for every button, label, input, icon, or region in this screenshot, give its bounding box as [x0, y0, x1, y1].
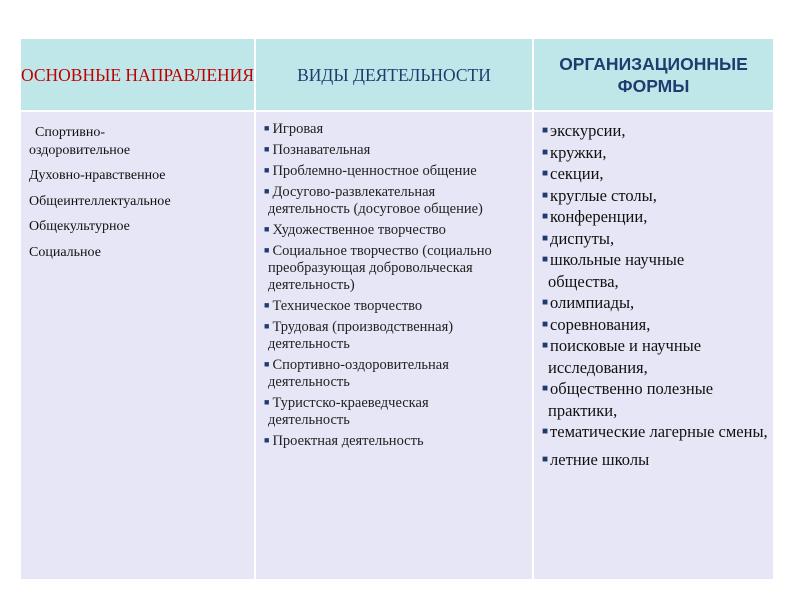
header-directions-label: ОСНОВНЫЕ НАПРАВЛЕНИЯ [21, 64, 254, 85]
direction-item: Спортивно-оздоровительное [29, 125, 131, 158]
directions-cell [21, 110, 254, 579]
bullet-icon: ■ [542, 189, 549, 201]
forms-cell [532, 110, 773, 579]
direction-item: Духовно-нравственное [29, 168, 166, 183]
bullet-icon: ■ [264, 224, 270, 234]
bullet-icon: ■ [542, 340, 549, 351]
form-item: ■ диспуты, [542, 228, 615, 248]
activity-item: ■ Проектная деятельность [264, 433, 424, 449]
bullet-icon: ■ [542, 453, 549, 465]
header-forms [532, 39, 773, 110]
bullet-icon: ■ [542, 426, 549, 437]
header-activities [254, 39, 532, 110]
form-item: ■ олимпиады, [542, 293, 635, 312]
bullet-icon: ■ [264, 435, 270, 445]
header-directions [21, 39, 254, 110]
form-item: ■ тематические лагерные смены, [542, 422, 768, 441]
bullet-icon: ■ [264, 186, 270, 196]
activity-item: ■ Трудовая (производственная) деятельность [264, 319, 454, 352]
form-item: ■ школьные научные общества, [542, 250, 685, 291]
form-item: ■ конференции, [542, 207, 648, 226]
form-item: ■ экскурсии, [542, 121, 626, 140]
bullet-icon: ■ [542, 232, 549, 244]
form-item: ■ секции, [542, 164, 604, 183]
activity-item: ■ Проблемно-ценностное общение [264, 163, 477, 179]
activity-item: ■ Техническое творчество [264, 298, 423, 314]
form-item: ■ поисковые и научные исследования, [542, 336, 702, 377]
form-item: ■ общественно полезные практики, [542, 379, 714, 420]
form-item: ■ летние школы [542, 449, 650, 469]
bullet-icon: ■ [264, 245, 270, 255]
activity-item: ■ Туристско-краеведческая деятельность [264, 395, 429, 428]
direction-item: Общеинтеллектуальное [29, 193, 171, 209]
header-separator [21, 110, 773, 112]
bullet-icon: ■ [264, 359, 270, 369]
activity-item: ■ Познавательная [264, 142, 371, 158]
bullet-icon: ■ [264, 144, 270, 154]
bullet-icon: ■ [542, 318, 549, 330]
activity-item: ■ Досугово-развлекательная деятельность (досуговое общение) [264, 184, 483, 217]
activity-item: ■ Спортивно-оздоровительная деятельность [264, 357, 449, 390]
form-item: ■ кружки, [542, 142, 607, 162]
bullet-icon: ■ [542, 125, 549, 136]
bullet-icon: ■ [264, 123, 270, 133]
direction-item: Общекультурное [29, 219, 130, 234]
bullet-icon: ■ [264, 300, 270, 310]
activity-item: ■ Игровая [264, 121, 324, 137]
bullet-icon: ■ [264, 321, 270, 331]
activities-cell [254, 110, 532, 579]
activity-item: ■ Социальное творчество (социально преобразующая добровольческая деятельность) [264, 243, 492, 293]
activities-table [21, 39, 773, 579]
direction-item: Социальное [29, 244, 101, 260]
activity-item: ■ Художественное творчество [264, 222, 446, 238]
form-item: ■ круглые столы, [542, 185, 657, 205]
bullet-icon: ■ [542, 383, 549, 394]
form-item: ■ соревнования, [542, 314, 651, 334]
header-forms-label: ОРГАНИЗАЦИОННЫЕ ФОРМЫ [559, 53, 748, 96]
bullet-icon: ■ [542, 211, 549, 222]
bullet-icon: ■ [542, 297, 549, 308]
bullet-icon: ■ [542, 168, 549, 179]
bullet-icon: ■ [542, 254, 549, 265]
header-activities-label: ВИДЫ ДЕЯТЕЛЬНОСТИ [297, 64, 491, 85]
bullet-icon: ■ [264, 397, 270, 407]
bullet-icon: ■ [264, 165, 270, 175]
bullet-icon: ■ [542, 146, 549, 158]
